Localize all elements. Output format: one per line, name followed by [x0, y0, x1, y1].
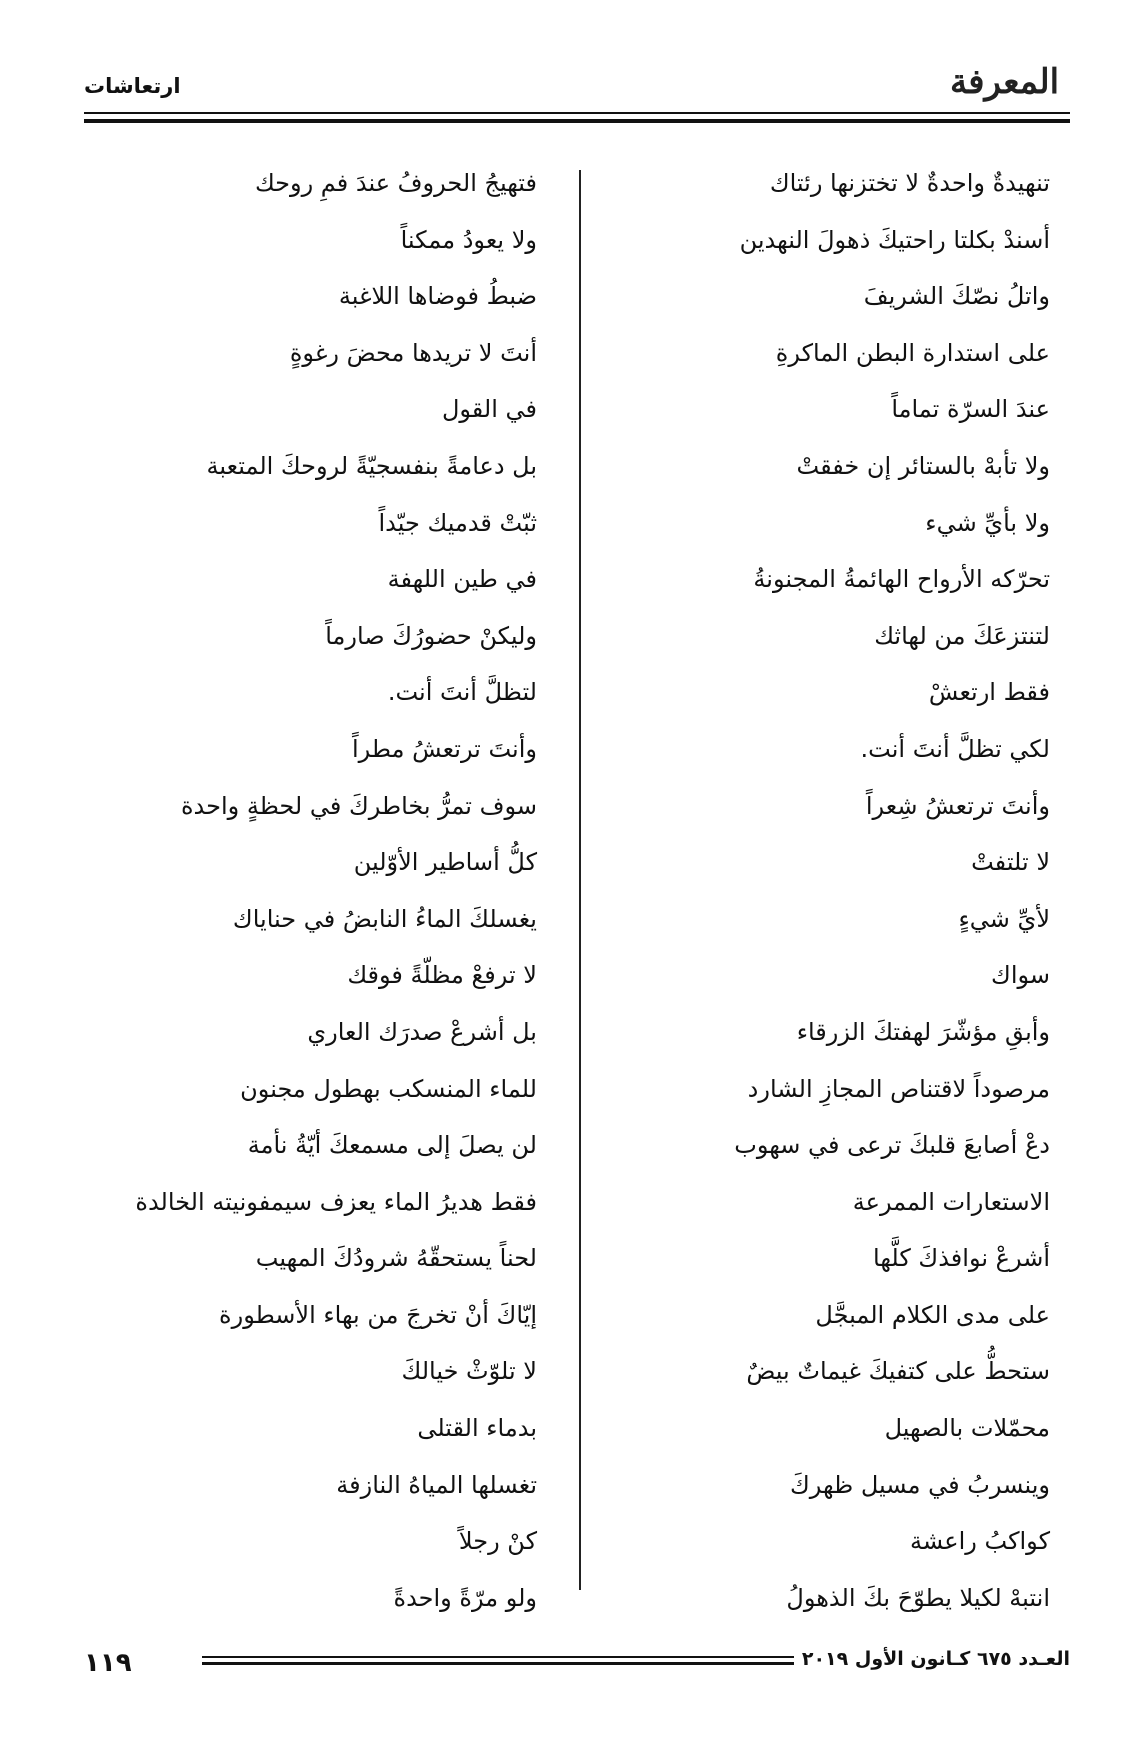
poem-line: واتلُ نصّكَ الشريفَ	[863, 282, 1050, 311]
poem-line: كواكبُ راعشة	[910, 1527, 1050, 1556]
poem-line: لكي تظلَّ أنتَ أنت.	[860, 734, 1050, 763]
poem-column-left	[37, 155, 537, 1626]
poem-column-right	[620, 155, 1050, 1626]
poem-line: لتنتزعَكَ من لهاثك	[874, 621, 1050, 650]
poem-line: أسندْ بكلتا راحتيكَ ذهولَ النهدين	[739, 225, 1050, 254]
footer-rule	[202, 1656, 794, 1658]
poem-line: كنْ رجلاً	[458, 1527, 537, 1556]
poem-line: لا ترفعْ مظلّةً فوقك	[347, 961, 537, 990]
poem-line: على مدى الكلام المبجَّل	[815, 1300, 1050, 1329]
poem-line: بل أشرعْ صدرَك العاري	[307, 1017, 537, 1046]
magazine-logo: المعرفة	[950, 62, 1060, 102]
poem-line: لتظلَّ أنتَ أنت.	[387, 678, 537, 707]
page-number: ١١٩	[84, 1648, 132, 1678]
poem-line: تغسلها المياهُ النازفة	[336, 1470, 537, 1499]
poem-line: الاستعارات الممرعة	[852, 1187, 1050, 1216]
poem-line: وأنتَ ترتعشُ شِعراً	[865, 791, 1050, 820]
poem-line: ولو مرّةً واحدةً	[393, 1583, 537, 1612]
poem-line: فتهيجُ الحروفُ عندَ فمِ روحك	[254, 169, 537, 197]
poem-line: وينسربُ في مسيل ظهركَ	[790, 1470, 1050, 1499]
poem-line: محمّلات بالصهيل	[884, 1414, 1050, 1443]
poem-line: تحرّكه الأرواح الهائمةُ المجنونةُ	[753, 565, 1050, 594]
poem-line: في طين اللهفة	[387, 565, 537, 594]
poem-line: كلُّ أساطير الأوّلين	[353, 848, 537, 877]
poem-line: لا تلتفتْ	[971, 848, 1050, 877]
poem-line: وأبقِ مؤشّرَ لهفتكَ الزرقاء	[796, 1017, 1050, 1046]
header-rule	[84, 112, 1070, 114]
section-title: ارتعاشات	[84, 74, 181, 98]
poem-line: في القول	[441, 395, 537, 424]
poem-line: انتبهْ لكيلا يطوّحَ بكَ الذهولُ	[786, 1583, 1050, 1612]
poem-line: ستحطُّ على كتفيكَ غيماتٌ بيضٌ	[746, 1357, 1050, 1386]
poem-line: يغسلكَ الماءُ النابضُ في حناياك	[232, 904, 537, 933]
poem-line: سواك	[991, 961, 1050, 990]
poem-line: تنهيدةٌ واحدةٌ لا تختزنها رئتاك	[769, 169, 1050, 197]
poem-line: عندَ السرّة تماماً	[891, 395, 1050, 424]
poem-line: لن يصلَ إلى مسمعكَ أيّةُ نأمة	[247, 1131, 537, 1160]
issue-info: العـدد ٦٧٥ كـانون الأول ٢٠١٩	[801, 1648, 1070, 1670]
poem-line: إيّاكَ أنْ تخرجَ من بهاء الأسطورة	[219, 1300, 537, 1329]
poem-line: بل دعامةً بنفسجيّةً لروحكَ المتعبة	[206, 451, 537, 480]
poem-line: دعْ أصابعَ قلبكَ ترعى في سهوب	[734, 1131, 1050, 1160]
poem-line: لحناً يستحقّهُ شرودُكَ المهيب	[255, 1244, 537, 1273]
poem-line: وأنتَ ترتعشُ مطراً	[352, 734, 537, 763]
poem-line: أشرعْ نوافذكَ كلَّها	[873, 1244, 1050, 1273]
footer-rule-thick	[202, 1662, 794, 1665]
poem-line: ثبّتْ قدميك جيّداً	[378, 508, 537, 537]
poem-line: على استدارة البطن الماكرةِ	[775, 338, 1050, 367]
poem-line: ضبطُ فوضاها اللاغبة	[338, 282, 537, 311]
poem-line: بدماء القتلى	[417, 1414, 537, 1443]
poem-line: لأيِّ شيءٍ	[958, 904, 1050, 933]
poem-line: سوف تمرُّ بخاطركَ في لحظةٍ واحدة	[180, 791, 537, 820]
poem-line: فقط هديرُ الماء يعزف سيمفونيته الخالدة	[135, 1187, 537, 1216]
poem-line: لا تلوّثْ خيالكَ	[401, 1357, 537, 1386]
column-divider	[579, 170, 581, 1590]
poem-line: ولا يعودُ ممكناً	[400, 225, 537, 254]
poem-line: أنتَ لا تريدها محضَ رغوةٍ	[289, 338, 537, 367]
header-rule-thick	[84, 119, 1070, 123]
poem-line: ولا تأبهْ بالستائر إن خفقتْ	[796, 451, 1050, 480]
poem-line: للماء المنسكب بهطول مجنون	[240, 1074, 537, 1103]
poem-line: فقط ارتعشْ	[928, 678, 1050, 707]
poem-line: ولا بأيِّ شيء	[925, 508, 1050, 537]
poem-line: وليكنْ حضورُكَ صارماً	[325, 621, 537, 650]
poem-line: مرصوداً لاقتناص المجازِ الشارد	[747, 1074, 1050, 1103]
